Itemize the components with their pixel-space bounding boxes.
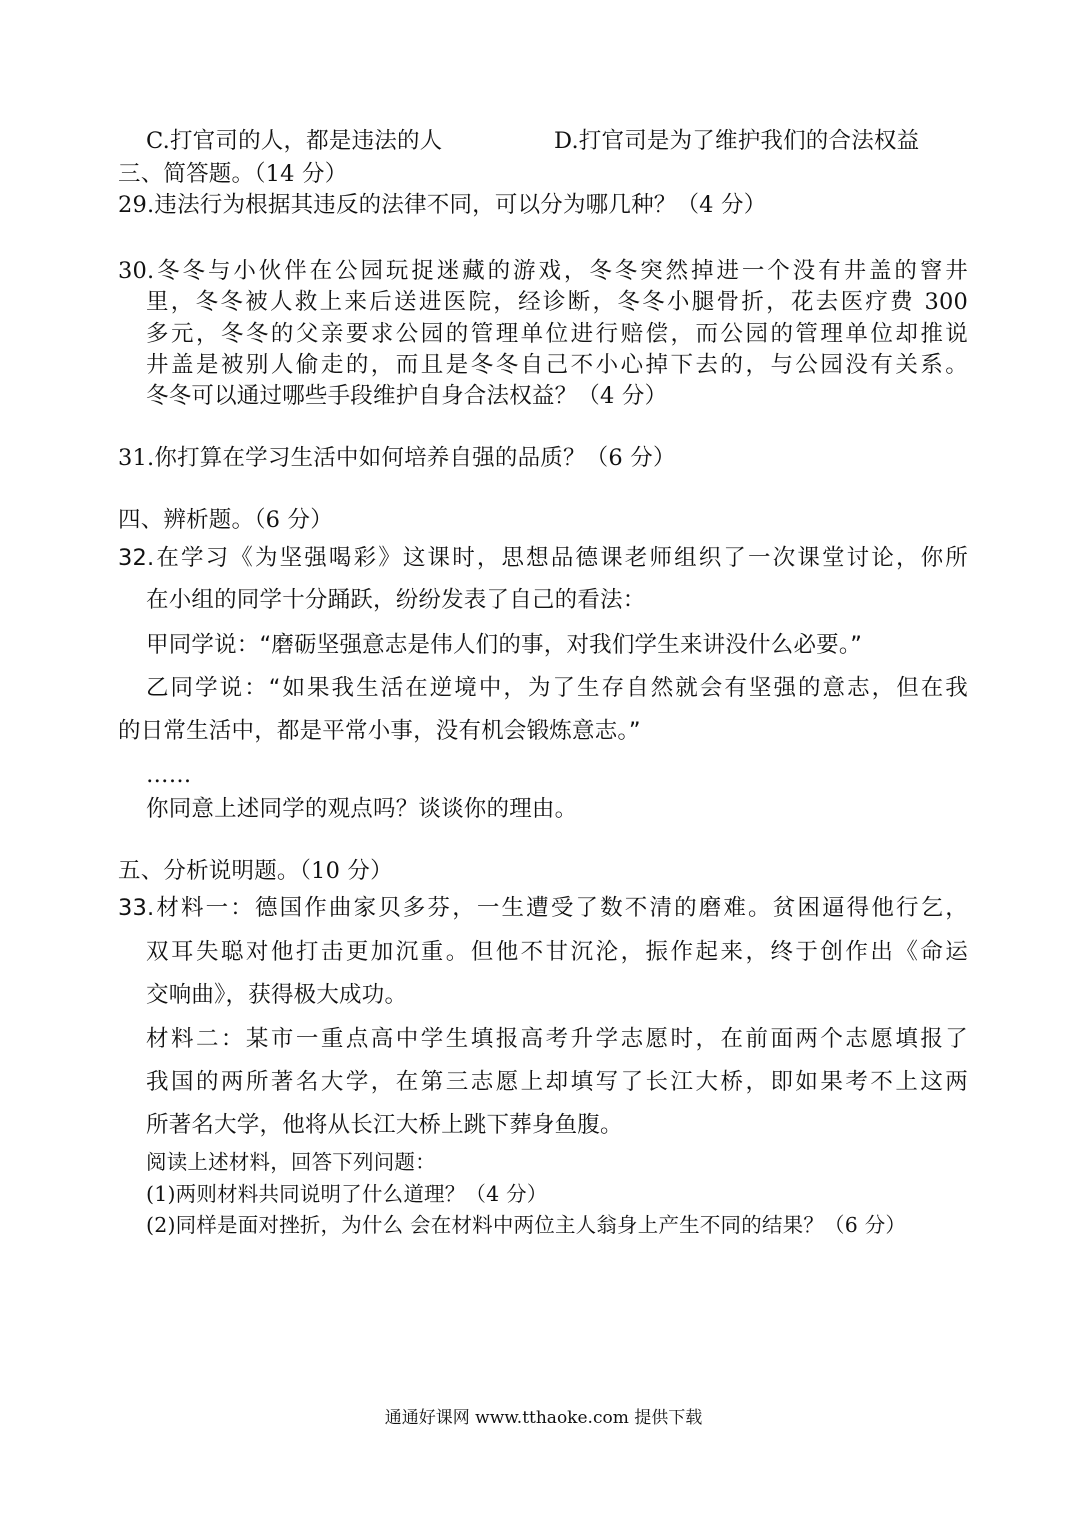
question-31: 31.你打算在学习生活中如何培养自强的品质？（6 分）: [118, 445, 676, 471]
question-33-sub-2: (2)同样是面对挫折，为什么 会在材料中两位主人翁身上产生不同的结果？（6 分）: [146, 1213, 907, 1237]
question-32-line-3: 甲同学说：“磨砺坚强意志是伟人们的事，对我们学生来讲没什么必要。”: [146, 632, 863, 658]
question-33-line-3: 交响曲》，获得极大成功。: [146, 982, 408, 1008]
section-3-heading: 三、简答题。（14 分）: [118, 161, 348, 187]
page-footer: 通通好课网 www.tthaoke.com 提供下载: [384, 1408, 703, 1428]
question-32-line-5: 的日常生活中，都是平常小事，没有机会锻炼意志。”: [118, 718, 641, 744]
section-5-heading: 五、分析说明题。（10 分）: [118, 858, 393, 884]
question-30-line-4: 井盖是被别人偷走的，而且是冬冬自己不小心掉下去的，与公园没有关系。: [146, 352, 968, 378]
question-33-line-4: 材料二：某市一重点高中学生填报高考升学志愿时，在前面两个志愿填报了: [146, 1026, 968, 1052]
question-33-line-7: 阅读上述材料，回答下列问题：: [146, 1150, 436, 1174]
question-33-line-1: 33.材料一：德国作曲家贝多芬，一生遭受了数不清的磨难。贫困逼得他行乞，: [118, 895, 968, 921]
question-32-line-2: 在小组的同学十分踊跃，纷纷发表了自己的看法：: [146, 587, 646, 613]
option-d: D.打官司是为了维护我们的合法权益: [554, 128, 920, 154]
question-33-line-2: 双耳失聪对他打击更加沉重。但他不甘沉沦，振作起来，终于创作出《命运: [146, 939, 968, 965]
question-29: 29.违法行为根据其违反的法律不同，可以分为哪几种？（4 分）: [118, 192, 767, 218]
option-c: C.打官司的人，都是违法的人: [146, 128, 443, 154]
question-32-ellipsis: ……: [146, 762, 192, 788]
question-33-line-6: 所著名大学，他将从长江大桥上跳下葬身鱼腹。: [146, 1112, 623, 1138]
question-32-line-1: 32.在学习《为坚强喝彩》这课时，思想品德课老师组织了一次课堂讨论，你所: [118, 545, 968, 571]
question-33-sub-1: (1)两则材料共同说明了什么道理？（4 分）: [146, 1182, 548, 1206]
question-33-line-5: 我国的两所著名大学，在第三志愿上却填写了长江大桥，即如果考不上这两: [146, 1069, 968, 1095]
question-32-line-4: 乙同学说：“如果我生活在逆境中，为了生存自然就会有坚强的意志，但在我: [146, 675, 968, 701]
question-30-line-1: 30.冬冬与小伙伴在公园玩捉迷藏的游戏，冬冬突然掉进一个没有井盖的窨井: [118, 258, 968, 284]
question-30-line-3: 多元，冬冬的父亲要求公园的管理单位进行赔偿，而公园的管理单位却推说: [146, 321, 968, 347]
section-4-heading: 四、辨析题。（6 分）: [118, 507, 333, 533]
question-32-line-7: 你同意上述同学的观点吗？谈谈你的理由。: [146, 796, 578, 822]
question-30-line-2: 里，冬冬被人救上来后送进医院，经诊断，冬冬小腿骨折，花去医疗费 300: [146, 289, 968, 315]
question-30-line-5: 冬冬可以通过哪些手段维护自身合法权益？（4 分）: [146, 383, 668, 409]
